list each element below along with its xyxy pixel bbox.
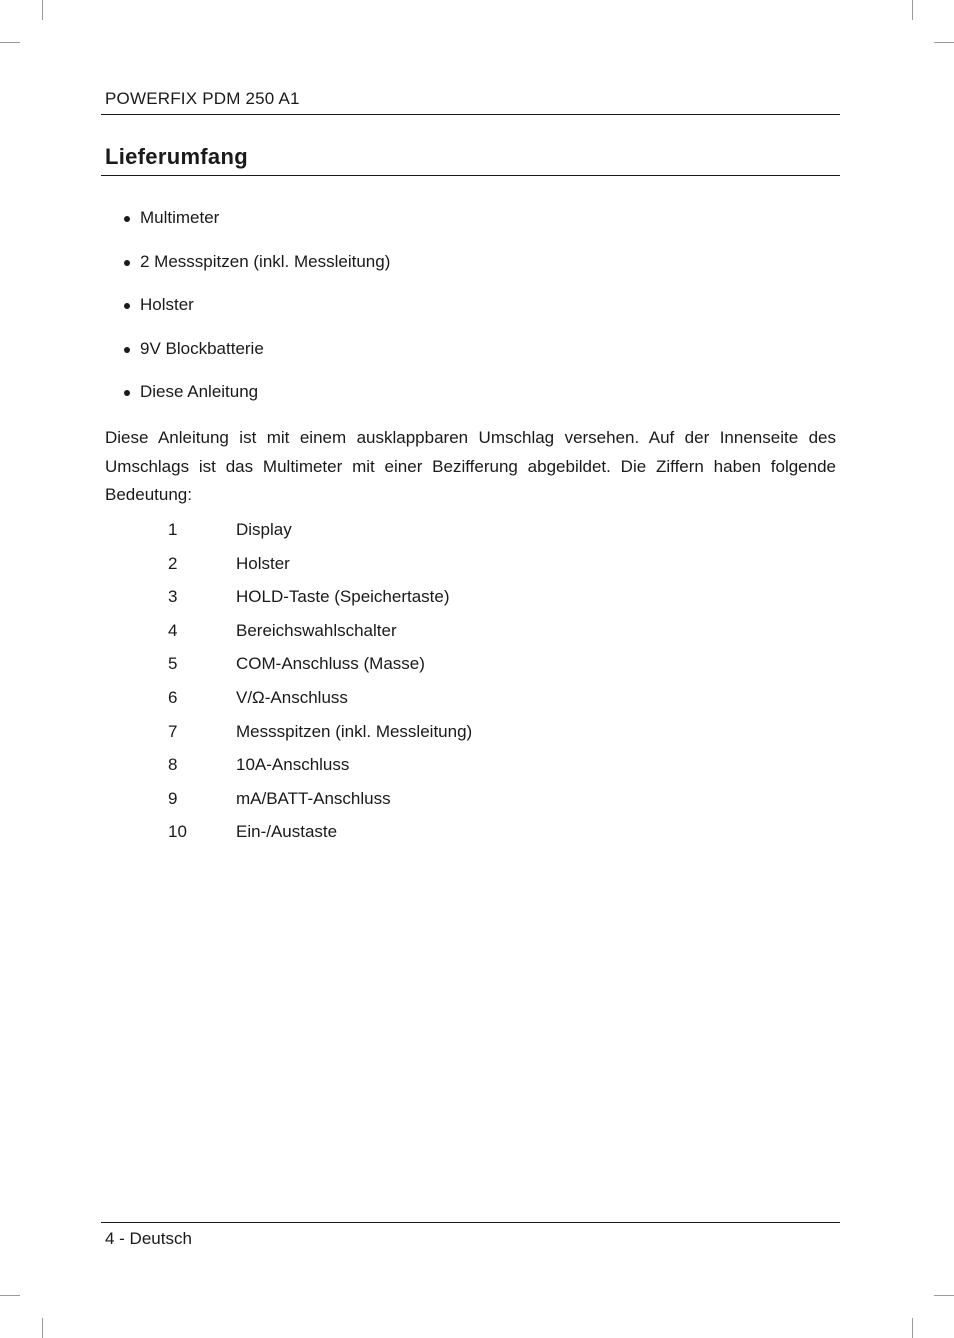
- crop-mark: [42, 0, 43, 20]
- legend-row: [168, 788, 472, 822]
- crop-mark: [0, 42, 20, 43]
- list-item: [122, 338, 390, 382]
- legend-number: 4: [168, 620, 178, 640]
- legend-label: Ein-/Austaste: [236, 822, 338, 842]
- legend-number: 2: [168, 553, 178, 573]
- component-legend: [168, 519, 472, 855]
- legend-label: COM-Anschluss (Masse): [236, 654, 425, 674]
- crop-mark: [934, 1295, 954, 1296]
- crop-mark: [42, 1318, 43, 1338]
- legend-label: HOLD-Taste (Speichertaste): [236, 587, 450, 607]
- legend-row: [168, 553, 472, 587]
- delivery-list: [122, 207, 390, 425]
- legend-number: 1: [168, 520, 178, 539]
- bullet-icon: [124, 216, 130, 222]
- intro-paragraph: Diese Anleitung ist mit einem ausklappbaren Umschlag versehen. Auf der Innenseite des Umschlags ist das Multimeter mit einer Bezifferung abgebildet. Die Ziffern haben folgende Bedeutung:: [105, 428, 836, 504]
- header-rule: [101, 114, 840, 115]
- legend-label: Messspitzen (inkl. Messleitung): [236, 721, 473, 741]
- list-item-label: 9V Blockbatterie: [140, 338, 264, 358]
- legend-label: Display: [236, 520, 292, 539]
- legend-number: 8: [168, 755, 178, 775]
- crop-mark: [0, 1295, 20, 1296]
- crop-mark: [912, 1318, 913, 1338]
- bullet-icon: [124, 390, 130, 396]
- bullet-icon: [124, 303, 130, 309]
- bullet-icon: [124, 347, 130, 353]
- list-item: [122, 294, 390, 338]
- section-title: Lieferumfang: [105, 144, 248, 169]
- legend-number: 3: [168, 587, 178, 607]
- list-item-label: Holster: [140, 295, 194, 314]
- legend-number: 7: [168, 721, 178, 741]
- bullet-icon: [124, 260, 130, 266]
- legend-number: 5: [168, 654, 178, 674]
- legend-row: [168, 620, 472, 654]
- list-item: [122, 381, 390, 425]
- legend-label: Holster: [236, 553, 290, 573]
- page-footer: 4 - Deutsch: [105, 1229, 192, 1248]
- legend-number: 6: [168, 687, 178, 707]
- crop-mark: [934, 42, 954, 43]
- legend-row: [168, 519, 472, 553]
- legend-label: V/Ω-Anschluss: [236, 687, 348, 707]
- legend-row: [168, 653, 472, 687]
- legend-row: [168, 821, 472, 855]
- section-rule: [101, 175, 840, 176]
- legend-label: 10A-Anschluss: [236, 755, 350, 775]
- legend-number: 9: [168, 788, 178, 808]
- footer-rule: [101, 1222, 840, 1223]
- legend-row: [168, 721, 472, 755]
- crop-mark: [912, 0, 913, 20]
- list-item: [122, 207, 390, 251]
- list-item-label: Multimeter: [140, 208, 220, 227]
- legend-label: mA/BATT-Anschluss: [236, 788, 391, 808]
- legend-row: [168, 586, 472, 620]
- legend-label: Bereichswahlschalter: [236, 620, 397, 640]
- legend-row: [168, 687, 472, 721]
- list-item: [122, 251, 390, 295]
- running-header: POWERFIX PDM 250 A1: [105, 89, 300, 108]
- legend-number: 10: [168, 822, 187, 842]
- legend-row: [168, 754, 472, 788]
- list-item-label: 2 Messspitzen (inkl. Messleitung): [140, 251, 391, 271]
- list-item-label: Diese Anleitung: [140, 382, 259, 401]
